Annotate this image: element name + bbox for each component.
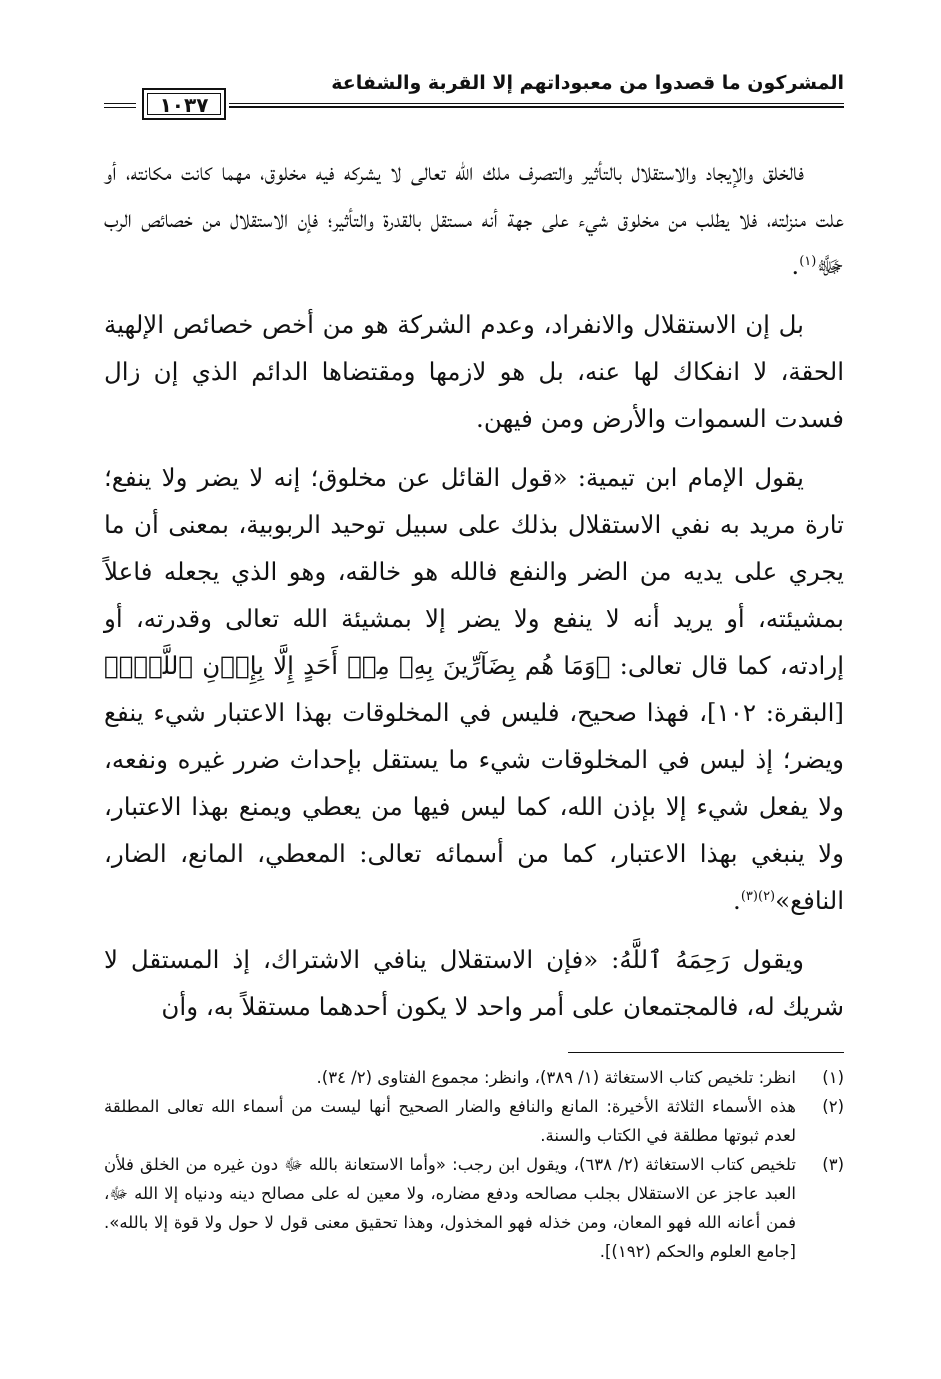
footnote-text: انظر: تلخيص كتاب الاستغاثة (١/ ٣٨٩)، وانظر: مجموع الفتاوى (٢/ ٣٤). xyxy=(316,1068,796,1087)
footnote-number: (٣) xyxy=(822,1155,844,1174)
footnote-ref: (١) xyxy=(799,253,817,269)
footnote-separator xyxy=(568,1052,844,1053)
paragraph-1 xyxy=(104,148,844,289)
footnote-ref: (٢)(٣) xyxy=(740,888,776,904)
paragraph-text: بل إن الاستقلال والانفراد، وعدم الشركة هو من أخص خصائص الإلهية الحقة، لا انفكاك لها عنه، بل هو لازمها ومقتضاها الدائم الذي إن زال فسدت السموات والأرض ومن فيهن. xyxy=(104,310,844,433)
page-number-frame xyxy=(142,88,226,120)
footnote-number: (٢) xyxy=(822,1097,844,1116)
footnote-text: هذه الأسماء الثلاثة الأخيرة: المانع والنافع والضار الصحيح أنها ليست من أسماء الله تعالى المطلقة لعدم ثبوتها مطلقة في الكتاب والسنة. xyxy=(104,1097,796,1145)
paragraph-tail: . xyxy=(791,251,800,280)
footnote-number: (١) xyxy=(822,1068,844,1087)
footnotes xyxy=(104,1063,844,1266)
paragraph-text: يقول الإمام ابن تيمية: «قول القائل عن مخلوق؛ إنه لا يضر ولا ينفع؛ تارة مريد به نفي الاستقلال بذلك على سبيل توحيد الربوبية، بمعنى أن ما يجري على يديه من الضر والنفع فالله هو خالقه، وهو الذي يجعله فاعلاً بمشيئته، أو يريد أنه لا ينفع ولا يضر إلا بمشيئة الله تعالى وقدرته، أو إرادته، كما قال تعالى: ﴿وَمَا هُم بِضَآرِّينَ بِهِۦ مِنۡ أَحَدٍ إِلَّا بِإِذۡنِ ٱللَّهِۚ﴾ [البقرة: ١٠٢]، فهذا صحيح، فليس في المخلوقات بهذا الاعتبار شيء ينفع ويضر؛ إذ ليس في المخلوقات شيء ما يستقل بإحداث ضرر غيره ونفعه، ولا يفعل شيء إلا بإذن الله، كما ليس فيها من يعطي ويمنع بهذا الاعتبار، ولا ينبغي بهذا الاعتبار، كما من أسمائه تعالى: المعطي، المانع، الضار، النافع» xyxy=(104,463,845,915)
header-rule-thick xyxy=(229,106,844,108)
paragraph-2 xyxy=(104,301,844,442)
header-rule-left-bottom xyxy=(104,107,136,108)
header-rule-thin xyxy=(229,103,844,104)
paragraph-3 xyxy=(104,454,844,924)
footnote-text: تلخيص كتاب الاستغاثة (٢/ ٦٣٨)، ويقول ابن رجب: «وأما الاستعانة بالله ﷻ دون غيره من الخلق فلأن العبد عاجز عن الاستقلال بجلب مصالحه ودفع مضاره، ولا معين له على مصالح دينه ودنياه إلا الله ﷻ، فمن أعانه الله فهو المعان، ومن خذله فهو المخذول، وهذا تحقيق معنى قول لا حول ولا قوة إلا بالله». [جامع العلوم والحكم (١٩٢)]. xyxy=(104,1155,796,1261)
footnote-2 xyxy=(104,1092,844,1150)
running-title: المشركون ما قصدوا من معبوداتهم إلا القربة والشفاعة xyxy=(331,72,844,94)
footnote-1 xyxy=(104,1063,844,1092)
paragraph-4 xyxy=(104,936,844,1030)
page-header xyxy=(104,70,844,126)
paragraph-tail: . xyxy=(733,886,741,915)
paragraph-text: فالخلق والإيجاد والاستقلال بالتأثير والتصرف ملك الله تعالى لا يشركه فيه مخلوق، مهما كانت مكانته، أو علت منزلته، فلا يطلب من مخلوق شيء على جهة أنه مستقل بالقدرة والتأثير؛ فإن الاستقلال من خصائص الرب ﷻ xyxy=(104,157,844,280)
header-rule-left-top xyxy=(104,103,136,104)
main-text xyxy=(104,148,844,1042)
paragraph-text: ويقول رَحِمَهُ ٱللَّهُ: «فإن الاستقلال ينافي الاشتراك، إذ المستقل لا شريك له، فالمجتمعان على أمر واحد لا يكون أحدهما مستقلاً به، وأن xyxy=(104,945,844,1021)
page-number: ١٠٣٧ xyxy=(159,93,209,117)
footnote-3 xyxy=(104,1150,844,1266)
